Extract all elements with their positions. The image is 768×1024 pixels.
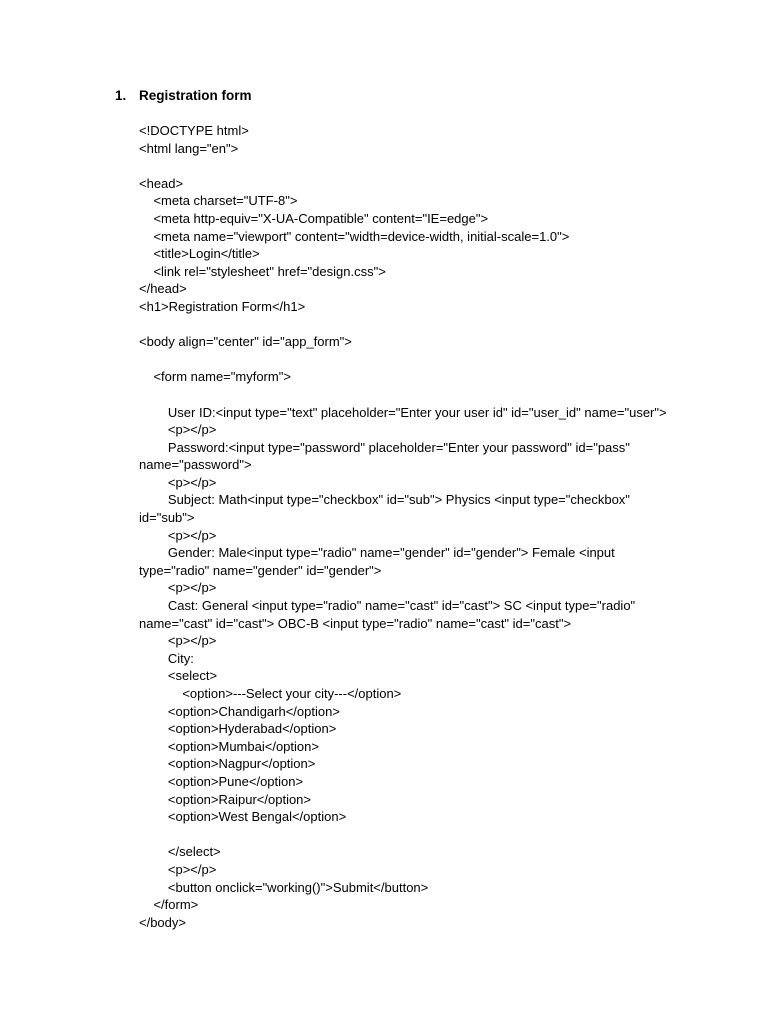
code-line: User ID:<input type="text" placeholder="Enter your user id" id="user_id" name="user"> bbox=[139, 404, 667, 420]
code-line: <link rel="stylesheet" href="design.css"> bbox=[139, 263, 386, 279]
code-line: <html lang="en"> bbox=[139, 140, 239, 156]
code-line: name="password"> bbox=[139, 457, 252, 473]
code-line: <head> bbox=[139, 175, 184, 191]
code-line: Password:<input type="password" placeholder="Enter your password" id="pass" bbox=[139, 439, 630, 455]
code-line: <p></p> bbox=[139, 474, 217, 490]
code-line: <meta http-equiv="X-UA-Compatible" content="IE=edge"> bbox=[139, 210, 489, 226]
code-line bbox=[139, 351, 699, 369]
code-line: Cast: General <input type="radio" name="cast" id="cast"> SC <input type="radio" bbox=[139, 598, 636, 614]
code-line: <p></p> bbox=[139, 633, 217, 649]
code-line: <p></p> bbox=[139, 861, 217, 877]
code-line: <option>Mumbai</option> bbox=[139, 738, 319, 754]
code-line: </body> bbox=[139, 914, 186, 930]
code-line: <p></p> bbox=[139, 580, 217, 596]
code-line bbox=[139, 826, 699, 844]
code-line: <option>Raipur</option> bbox=[139, 791, 312, 807]
code-line: name="cast" id="cast"> OBC-B <input type="radio" name="cast" id="cast"> bbox=[139, 615, 572, 631]
section-number: 1. bbox=[115, 88, 127, 103]
code-line: <h1>Registration Form</h1> bbox=[139, 298, 306, 314]
code-line: <button onclick="working()">Submit</button> bbox=[139, 879, 429, 895]
code-line: <body align="center" id="app_form"> bbox=[139, 334, 352, 350]
code-listing bbox=[139, 122, 699, 931]
code-line: <meta name="viewport" content="width=device-width, initial-scale=1.0"> bbox=[139, 228, 570, 244]
code-line: <p></p> bbox=[139, 527, 217, 543]
section-heading bbox=[115, 87, 252, 104]
code-line: <option>Pune</option> bbox=[139, 773, 304, 789]
code-line: Subject: Math<input type="checkbox" id="sub"> Physics <input type="checkbox" bbox=[139, 492, 630, 508]
code-line: <meta charset="UTF-8"> bbox=[139, 193, 298, 209]
code-line: </select> bbox=[139, 844, 221, 860]
code-line: <!DOCTYPE html> bbox=[139, 123, 249, 138]
code-line: <option>West Bengal</option> bbox=[139, 809, 347, 825]
code-line bbox=[139, 386, 699, 404]
code-line: type="radio" name="gender" id="gender"> bbox=[139, 562, 382, 578]
code-line: <option>Chandigarh</option> bbox=[139, 703, 340, 719]
code-line: <option>Nagpur</option> bbox=[139, 756, 316, 772]
section-title: Registration form bbox=[139, 88, 252, 103]
code-line: <title>Login</title> bbox=[139, 246, 260, 262]
code-line: <select> bbox=[139, 668, 218, 684]
code-line: <option>Hyderabad</option> bbox=[139, 721, 337, 737]
code-line: <p></p> bbox=[139, 422, 217, 438]
code-line: </head> bbox=[139, 281, 187, 297]
code-line bbox=[139, 316, 699, 334]
code-line: <option>---Select your city---</option> bbox=[139, 686, 402, 701]
code-line: <form name="myform"> bbox=[139, 369, 291, 385]
code-line bbox=[139, 157, 699, 175]
code-line: id="sub"> bbox=[139, 510, 195, 526]
code-line: City: bbox=[139, 650, 194, 666]
code-line: </form> bbox=[139, 897, 199, 913]
code-line: Gender: Male<input type="radio" name="gender" id="gender"> Female <input bbox=[139, 545, 615, 561]
